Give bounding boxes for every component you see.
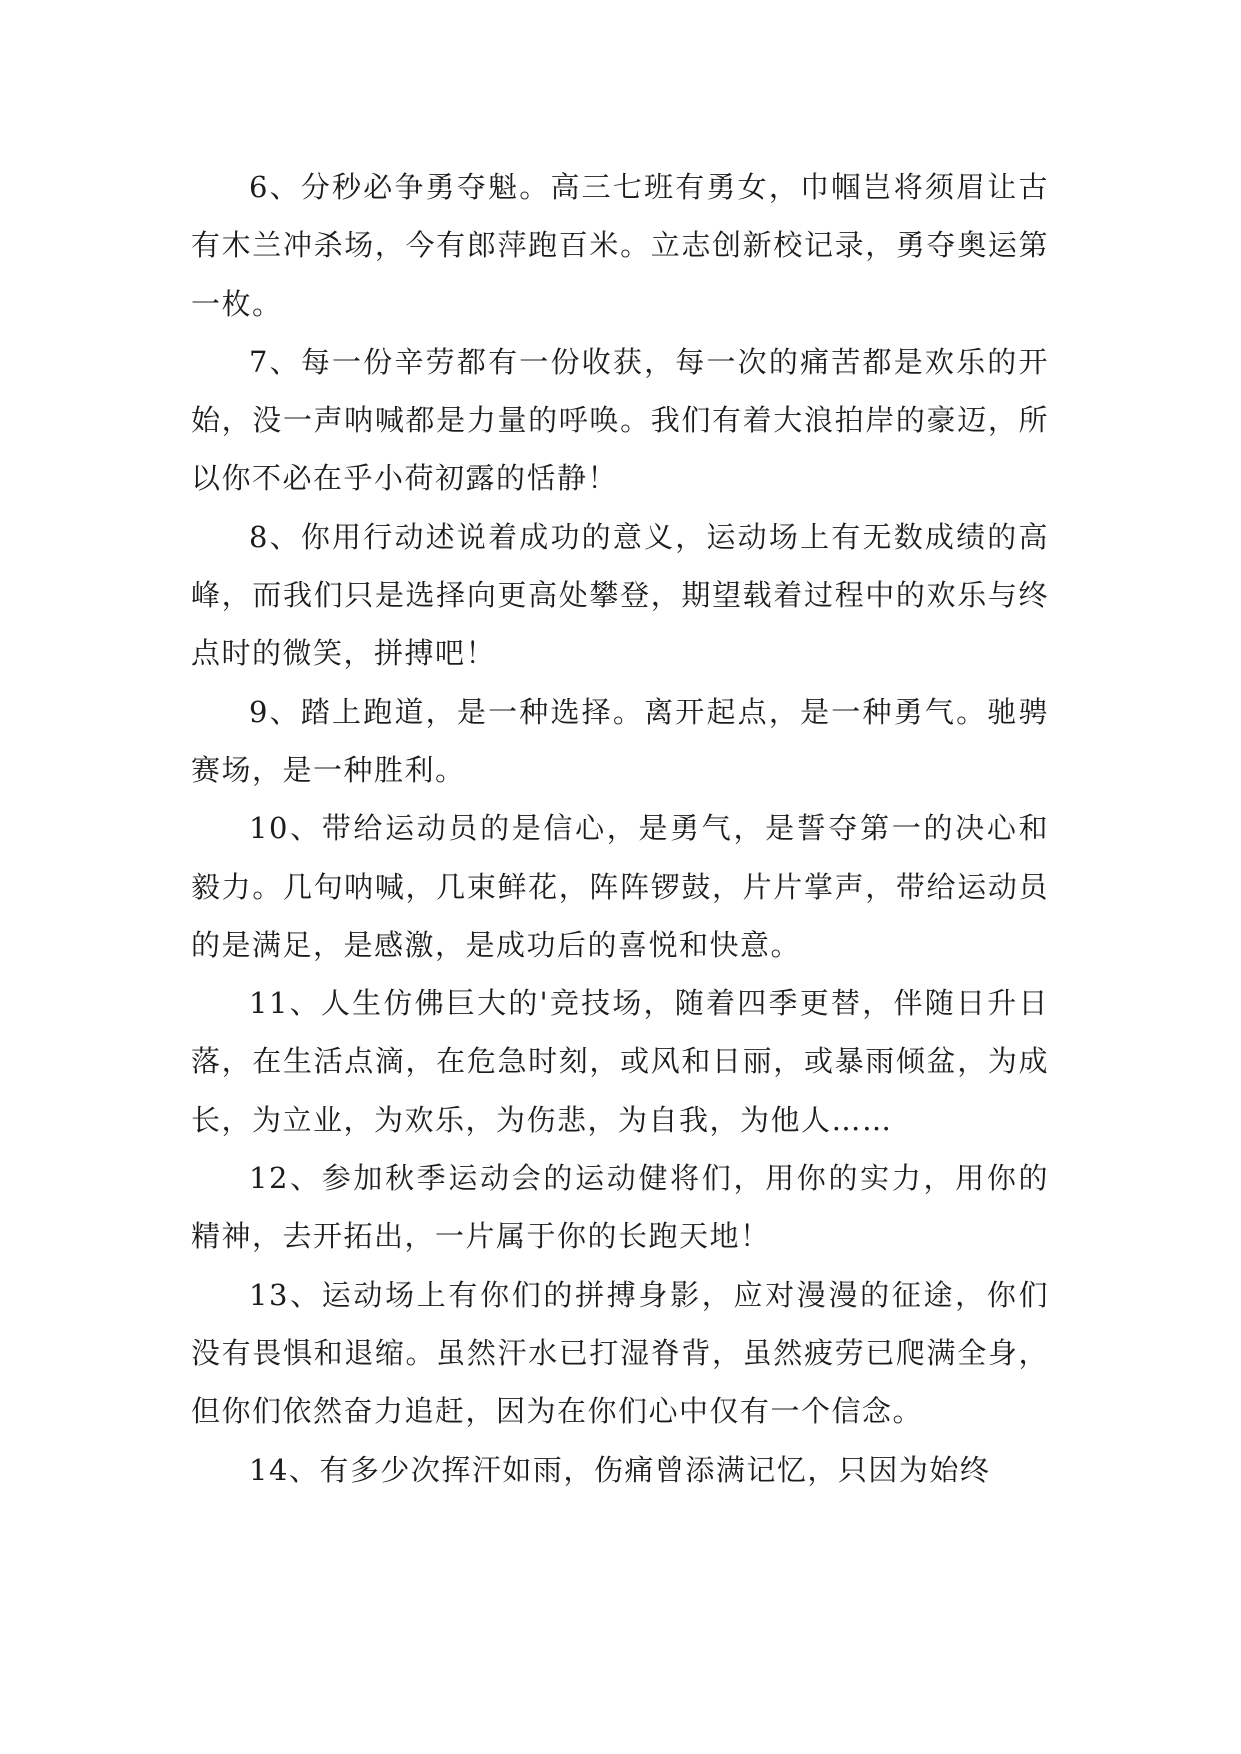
- paragraph-13: 13、运动场上有你们的拼搏身影，应对漫漫的征途，你们没有畏惧和退缩。虽然汗水已打湿脊背，虽然疲劳已爬满全身，但你们依然奋力追赶，因为在你们心中仅有一个信念。: [191, 1277, 1049, 1429]
- paragraph-6: 6、分秒必争勇夺魁。高三七班有勇女，巾帼岂将须眉让古有木兰冲杀场，今有郎萍跑百米。立志创新校记录，勇夺奥运第一枚。: [191, 170, 1049, 321]
- paragraph-7: 7、每一份辛劳都有一份收获，每一次的痛苦都是欢乐的开始，没一声呐喊都是力量的呼唤。我们有着大浪拍岸的豪迈，所以你不必在乎小荷初露的恬静！: [191, 344, 1049, 496]
- paragraph-14: 14、有多少次挥汗如雨，伤痛曾添满记忆，只因为始终: [249, 1452, 991, 1487]
- paragraph-11: 11、人生仿佛巨大的'竞技场，随着四季更替，伴随日升日落，在生活点滴，在危急时刻，或风和日丽，或暴雨倾盆，为成长，为立业，为欢乐，为伤悲，为自我，为他人……: [191, 986, 1049, 1137]
- paragraph-10: 10、带给运动员的是信心，是勇气，是誓夺第一的决心和毅力。几句呐喊，几束鲜花，阵阵锣鼓，片片掌声，带给运动员的是满足，是感激，是成功后的喜悦和快意。: [191, 811, 1049, 962]
- document-body: [191, 158, 1049, 1499]
- paragraph-9: 9、踏上跑道，是一种选择。离开起点，是一种勇气。驰骋赛场，是一种胜利。: [191, 694, 1049, 787]
- paragraph-8: 8、你用行动述说着成功的意义，运动场上有无数成绩的高峰，而我们只是选择向更高处攀登，期望载着过程中的欢乐与终点时的微笑，拼搏吧！: [191, 519, 1049, 671]
- paragraph-12: 12、参加秋季运动会的运动健将们，用你的实力，用你的精神，去开拓出，一片属于你的长跑天地！: [191, 1161, 1049, 1254]
